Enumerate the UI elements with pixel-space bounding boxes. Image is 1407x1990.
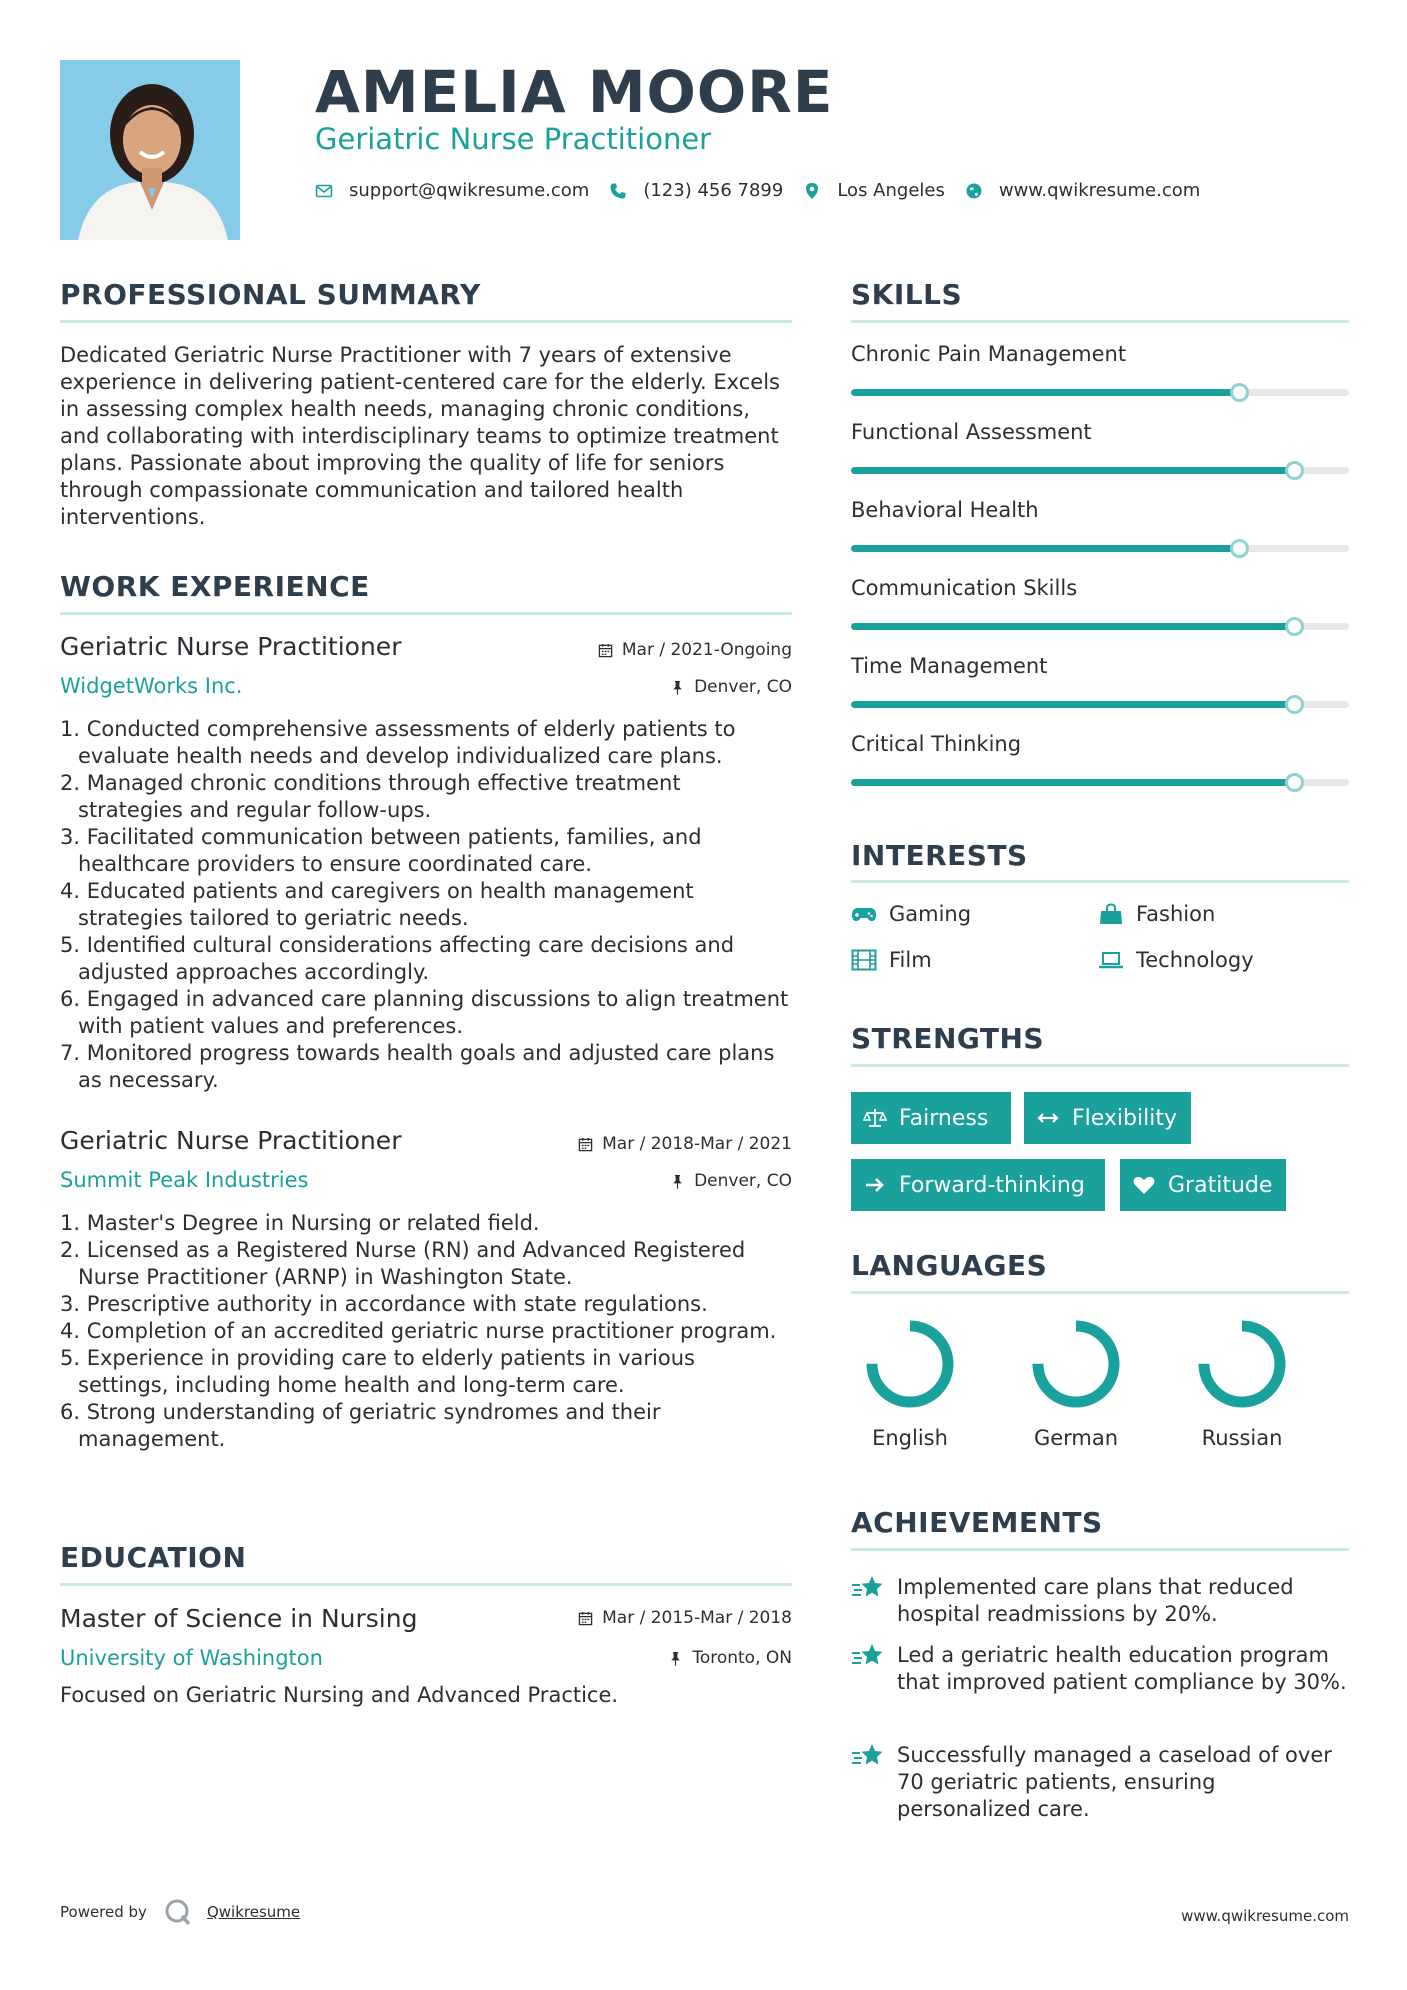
job-company: Summit Peak Industries bbox=[60, 1168, 309, 1192]
education-dates: Mar / 2015-Mar / 2018 bbox=[578, 1608, 792, 1628]
skill-bar bbox=[851, 545, 1349, 552]
film-icon bbox=[851, 949, 877, 971]
skill-name: Time Management bbox=[851, 654, 1048, 678]
balance-scale-icon bbox=[863, 1106, 887, 1130]
achievement-item: Successfully managed a caseload of over 70 geriatric patients, ensuring personalized care. bbox=[851, 1742, 1349, 1823]
list-item: 2. Licensed as a Registered Nurse (RN) and Advanced Registered Nurse Practitioner (ARNP) in Washington State. bbox=[60, 1238, 746, 1289]
footer-website[interactable]: www.qwikresume.com bbox=[1181, 1907, 1349, 1925]
phone-text: (123) 456 7899 bbox=[643, 180, 784, 201]
list-item: 6. Engaged in advanced care planning discussions to align treatment with patient values and preferences. bbox=[60, 987, 789, 1038]
list-item: 6. Strong understanding of geriatric syndromes and their management. bbox=[60, 1400, 661, 1451]
footer-powered-by: Powered by Qwikresume bbox=[60, 1897, 300, 1927]
profile-photo bbox=[60, 60, 240, 240]
job-entry bbox=[60, 632, 792, 1092]
skill-bar-fill bbox=[851, 467, 1294, 474]
interest-item: Technology bbox=[1098, 948, 1254, 972]
email-text: support@qwikresume.com bbox=[349, 180, 590, 201]
language-item bbox=[1187, 1318, 1297, 1450]
skill-name: Critical Thinking bbox=[851, 732, 1022, 756]
skill-name: Behavioral Health bbox=[851, 498, 1039, 522]
shooting-star-icon bbox=[851, 1573, 885, 1603]
map-marker-icon bbox=[803, 182, 821, 200]
phone-icon bbox=[609, 182, 627, 200]
pushpin-icon bbox=[670, 1174, 685, 1189]
contact-bar bbox=[315, 180, 1220, 201]
degree-title: Master of Science in Nursing bbox=[60, 1604, 418, 1633]
laptop-icon bbox=[1098, 949, 1124, 971]
pushpin-icon bbox=[668, 1651, 683, 1666]
pushpin-icon bbox=[670, 680, 685, 695]
job-title: Geriatric Nurse Practitioner bbox=[60, 632, 402, 661]
language-ring bbox=[864, 1318, 956, 1410]
heart-icon bbox=[1132, 1173, 1156, 1197]
list-item: 3. Prescriptive authority in accordance with state regulations. bbox=[60, 1292, 708, 1316]
strengths-heading: STRENGTHS bbox=[851, 1022, 1045, 1055]
skill-bar-knob bbox=[1285, 773, 1304, 792]
strength-chip: Fairness bbox=[851, 1092, 1011, 1144]
contact-location bbox=[803, 180, 945, 201]
list-item: 5. Identified cultural considerations affecting care decisions and adjusted approaches accordingly. bbox=[60, 933, 735, 984]
skill-name: Chronic Pain Management bbox=[851, 342, 1127, 366]
qwikresume-link[interactable]: Qwikresume bbox=[206, 1903, 301, 1921]
list-item: 1. Master's Degree in Nursing or related field. bbox=[60, 1211, 540, 1235]
skill-name: Functional Assessment bbox=[851, 420, 1092, 444]
language-item bbox=[855, 1318, 965, 1450]
shopping-bag-icon bbox=[1098, 903, 1124, 925]
interests-heading: INTERESTS bbox=[851, 839, 1028, 872]
education-heading: EDUCATION bbox=[60, 1541, 247, 1574]
language-item bbox=[1021, 1318, 1131, 1450]
skill-bar bbox=[851, 389, 1349, 396]
experience-divider bbox=[60, 612, 792, 615]
skills-divider bbox=[851, 320, 1349, 323]
summary-divider bbox=[60, 320, 792, 323]
skill-bar bbox=[851, 467, 1349, 474]
list-item: 4. Completion of an accredited geriatric nurse practitioner program. bbox=[60, 1319, 777, 1343]
list-item: 4. Educated patients and caregivers on health management strategies tailored to geriatric needs. bbox=[60, 879, 694, 930]
education-entry bbox=[60, 1604, 792, 1714]
school-name: University of Washington bbox=[60, 1646, 323, 1670]
language-ring bbox=[1196, 1318, 1288, 1410]
interest-item: Film bbox=[851, 948, 932, 972]
language-name: English bbox=[872, 1426, 948, 1450]
list-item: 2. Managed chronic conditions through effective treatment strategies and regular follow-ups. bbox=[60, 771, 681, 822]
list-item: 5. Experience in providing care to elderly patients in various settings, including home health and long-term care. bbox=[60, 1346, 695, 1397]
shooting-star-icon bbox=[851, 1741, 885, 1771]
skill-bar-knob bbox=[1230, 383, 1249, 402]
skill-bar-fill bbox=[851, 545, 1239, 552]
skill-bar bbox=[851, 779, 1349, 786]
job-location: Denver, CO bbox=[670, 677, 792, 697]
experience-heading: WORK EXPERIENCE bbox=[60, 570, 370, 603]
strength-chip: Gratitude bbox=[1120, 1159, 1286, 1211]
arrows-horizontal-icon bbox=[1036, 1106, 1060, 1130]
list-item: 1. Conducted comprehensive assessments of elderly patients to evaluate health needs and develop individualized care plans. bbox=[60, 717, 736, 768]
job-company: WidgetWorks Inc. bbox=[60, 674, 243, 698]
shooting-star-icon bbox=[851, 1641, 885, 1671]
contact-email[interactable] bbox=[315, 180, 589, 201]
candidate-role: Geriatric Nurse Practitioner bbox=[315, 122, 712, 156]
achievements-heading: ACHIEVEMENTS bbox=[851, 1506, 1103, 1539]
calendar-icon bbox=[578, 1137, 593, 1152]
achievements-divider bbox=[851, 1548, 1349, 1551]
skill-bar-knob bbox=[1285, 461, 1304, 480]
job-entry bbox=[60, 1126, 792, 1496]
calendar-icon bbox=[598, 643, 613, 658]
website-text: www.qwikresume.com bbox=[998, 180, 1201, 201]
languages-heading: LANGUAGES bbox=[851, 1249, 1048, 1282]
strength-chip: Forward-thinking bbox=[851, 1159, 1105, 1211]
summary-text: Dedicated Geriatric Nurse Practitioner with 7 years of extensive experience in delivering patient-centered care for the elderly. Excels in assessing complex health needs, managing chronic conditions, and collaborating with interdisciplinary teams to optimize treatment plans. Passionate about improving the quality of life for seniors through compassionate communication and tailored health interventions. bbox=[60, 343, 780, 529]
skill-bar-fill bbox=[851, 779, 1294, 786]
skill-bar bbox=[851, 623, 1349, 630]
language-ring bbox=[1030, 1318, 1122, 1410]
qwikresume-logo-icon bbox=[163, 1897, 193, 1927]
achievement-item: Implemented care plans that reduced hospital readmissions by 20%. bbox=[851, 1574, 1349, 1628]
interests-divider bbox=[851, 880, 1349, 883]
contact-phone[interactable] bbox=[609, 180, 783, 201]
skill-bar-knob bbox=[1230, 539, 1249, 558]
skills-list bbox=[851, 342, 1349, 802]
gamepad-icon bbox=[851, 903, 877, 925]
location-text: Los Angeles bbox=[837, 180, 945, 201]
globe-icon bbox=[965, 182, 983, 200]
list-item: 7. Monitored progress towards health goals and adjusted care plans as necessary. bbox=[60, 1041, 775, 1092]
education-location: Toronto, ON bbox=[668, 1648, 792, 1668]
language-name: German bbox=[1033, 1426, 1119, 1450]
languages-divider bbox=[851, 1291, 1349, 1294]
contact-website[interactable] bbox=[965, 180, 1200, 201]
candidate-name: AMELIA MOORE bbox=[315, 58, 834, 126]
skill-bar-knob bbox=[1285, 617, 1304, 636]
summary-heading: PROFESSIONAL SUMMARY bbox=[60, 278, 481, 311]
skill-bar-fill bbox=[851, 701, 1294, 708]
skills-heading: SKILLS bbox=[851, 278, 963, 311]
education-description: Focused on Geriatric Nursing and Advanced Practice. bbox=[60, 1683, 619, 1707]
interest-item: Gaming bbox=[851, 902, 971, 926]
language-name: Russian bbox=[1201, 1426, 1283, 1450]
list-item: 3. Facilitated communication between patients, families, and healthcare providers to ensure coordinated care. bbox=[60, 825, 702, 876]
education-divider bbox=[60, 1583, 792, 1586]
strengths-divider bbox=[851, 1064, 1349, 1067]
job-dates: Mar / 2021-Ongoing bbox=[598, 640, 792, 660]
envelope-icon bbox=[315, 182, 333, 200]
strength-chip: Flexibility bbox=[1024, 1092, 1191, 1144]
achievement-item: Led a geriatric health education program that improved patient compliance by 30%. bbox=[851, 1642, 1349, 1696]
skill-name: Communication Skills bbox=[851, 576, 1078, 600]
skill-bar-fill bbox=[851, 389, 1239, 396]
job-duties-list bbox=[60, 1210, 792, 1453]
arrow-right-icon bbox=[863, 1173, 887, 1197]
job-duties-list bbox=[60, 716, 792, 1094]
skill-bar-knob bbox=[1285, 695, 1304, 714]
interest-item: Fashion bbox=[1098, 902, 1215, 926]
job-dates: Mar / 2018-Mar / 2021 bbox=[578, 1134, 792, 1154]
job-location: Denver, CO bbox=[670, 1171, 792, 1191]
skill-bar bbox=[851, 701, 1349, 708]
skill-bar-fill bbox=[851, 623, 1294, 630]
calendar-icon bbox=[578, 1611, 593, 1626]
job-title: Geriatric Nurse Practitioner bbox=[60, 1126, 402, 1155]
